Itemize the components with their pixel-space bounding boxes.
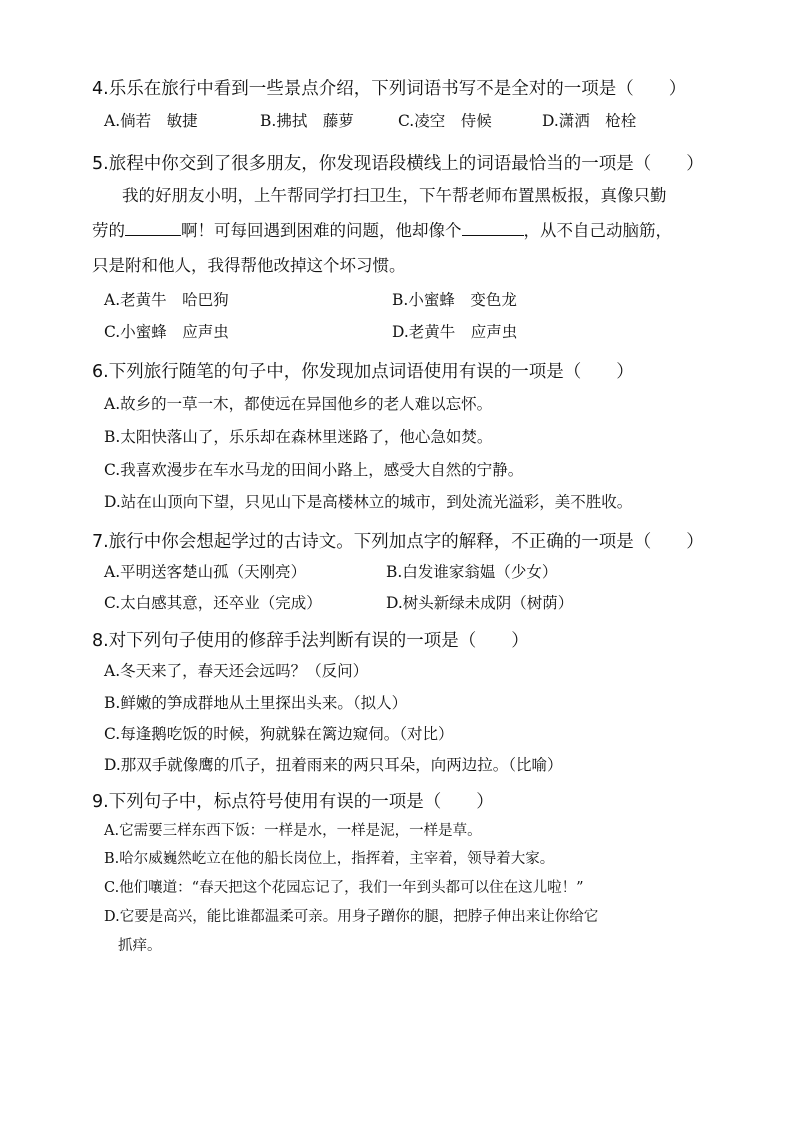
q9-option-c: C.他们嚷道：“春天把这个花园忘记了，我们一年到头都可以住在这儿啦！” <box>104 880 584 896</box>
q6-option-b: B.太阳快落山了，乐乐却在森林里迷路了，他心急如焚。 <box>104 428 493 446</box>
q6-option-a: A.故乡的一草一木，都使远在异国他乡的老人难以忘怀。 <box>104 395 493 413</box>
q5-option-b: B.小蜜蜂 变色龙 <box>392 291 517 309</box>
q7-option-d: D.树头新绿未成阴（树荫） <box>386 594 574 612</box>
q8-option-c: C.每逢鹅吃饭的时候，狗就躲在篱边窥伺。（对比） <box>104 725 454 743</box>
q6-stem: 6.下列旅行随笔的句子中，你发现加点词语使用有误的一项是（ ） <box>92 362 634 382</box>
q5-stem: 5.旅程中你交到了很多朋友，你发现语段横线上的词语最恰当的一项是（ ） <box>92 154 704 174</box>
q7-option-b: B.白发谁家翁媪（少女） <box>386 563 558 581</box>
q7-stem: 7.旅行中你会想起学过的古诗文。下列加点字的解释，不正确的一项是（ ） <box>92 532 704 552</box>
q5-text-b: 啊！可每回遇到困难的问题，他却像个 <box>181 221 462 240</box>
q5-text-a: 劳的 <box>92 221 125 240</box>
q4-option-a: A.倘若 敏捷 <box>104 112 198 130</box>
q8-option-b: B.鲜嫩的笋成群地从土里探出头来。（拟人） <box>104 694 408 712</box>
q5-option-a: A.老黄牛 哈巴狗 <box>104 291 229 309</box>
q6-option-d: D.站在山顶向下望，只见山下是高楼林立的城市，到处流光溢彩，美不胜收。 <box>104 493 633 511</box>
q4-stem: 4.乐乐在旅行中看到一些景点介绍，下列词语书写不是全对的一项是（ ） <box>92 79 687 99</box>
q5-paragraph-line3: 只是附和他人，我得帮他改掉这个坏习惯。 <box>92 256 406 275</box>
q5-paragraph-line1: 我的好朋友小明，上午帮同学打扫卫生，下午帮老师布置黑板报，真像只勤 <box>122 186 667 205</box>
q9-stem: 9.下列句子中，标点符号使用有误的一项是（ ） <box>92 792 494 812</box>
q8-stem: 8.对下列句子使用的修辞手法判断有误的一项是（ ） <box>92 631 529 651</box>
q8-option-a: A.冬天来了，春天还会远吗？（反问） <box>104 662 369 680</box>
q5-text-c: ，从不自己动脑筋， <box>523 221 672 240</box>
q9-option-b: B.哈尔威巍然屹立在他的船长岗位上，指挥着，主宰着，领导着大家。 <box>104 851 555 867</box>
q9-option-a: A.它需要三样东西下饭：一样是水，一样是泥，一样是草。 <box>104 823 482 839</box>
q7-option-c: C.太白感其意，还卒业（完成） <box>104 594 322 612</box>
q6-option-c: C.我喜欢漫步在车水马龙的田间小路上，感受大自然的宁静。 <box>104 461 524 479</box>
q5-option-d: D.老黄牛 应声虫 <box>392 323 518 341</box>
q8-option-d: D.那双手就像鹰的爪子，扭着雨来的两只耳朵，向两边拉。（比喻） <box>104 756 563 774</box>
q5-paragraph-line2 <box>92 220 672 242</box>
q5-option-c: C.小蜜蜂 应声虫 <box>104 323 229 341</box>
q5-blank-1 <box>125 220 181 236</box>
q7-option-a: A.平明送客楚山孤（天刚亮） <box>104 563 307 581</box>
q9-option-d-continuation: 抓痒。 <box>118 938 162 954</box>
q4-option-c: C.凌空 侍候 <box>398 112 492 130</box>
q9-option-d: D.它要是高兴，能比谁都温柔可亲。用身子蹭你的腿，把脖子伸出来让你给它 <box>104 909 599 925</box>
q4-option-b: B.拂拭 藤萝 <box>260 112 354 130</box>
q4-option-d: D.潇洒 枪栓 <box>542 112 637 130</box>
q5-blank-2 <box>462 220 524 236</box>
